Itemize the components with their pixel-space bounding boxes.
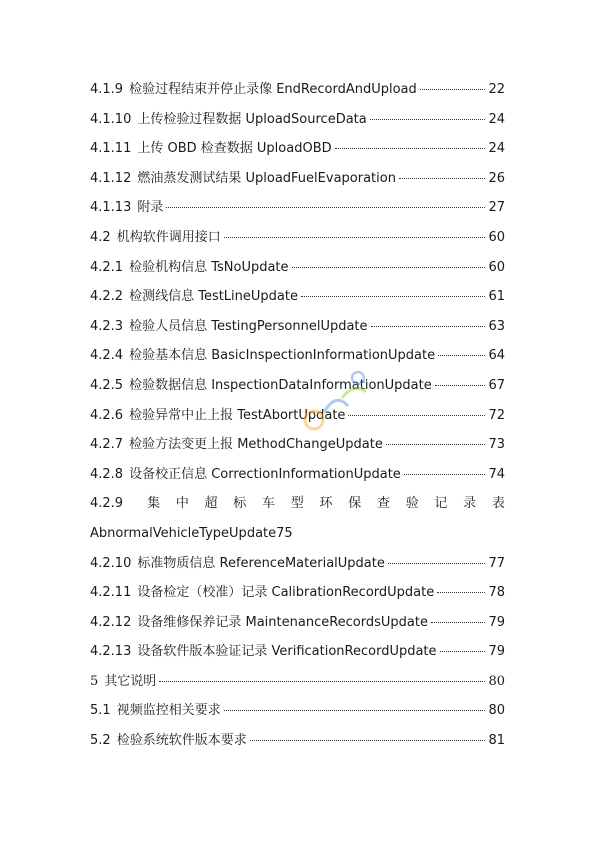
- toc-title: 设备校正信息 CorrectionInformationUpdate: [129, 466, 401, 482]
- toc-title: 标准物质信息 ReferenceMaterialUpdate: [137, 555, 385, 571]
- toc-title-char: 标: [233, 496, 247, 512]
- toc-number: 4.2.1: [90, 259, 124, 275]
- toc-page-number: 81: [488, 733, 505, 749]
- toc-title-char: 保: [348, 496, 362, 512]
- toc-title-char: 查: [376, 496, 390, 512]
- toc-entry-4-2-2[interactable]: [90, 287, 505, 317]
- toc-number: 4.2.10: [90, 555, 132, 571]
- toc-title-char: 超: [204, 496, 218, 512]
- toc-entry-5-2[interactable]: [90, 731, 505, 761]
- toc-page-number: 22: [488, 82, 505, 97]
- toc-title-char: 记: [434, 496, 448, 512]
- toc-title-char: 验: [405, 496, 419, 512]
- toc-entry-4-2-10[interactable]: [90, 554, 505, 584]
- toc-entry-4-1-11[interactable]: [90, 139, 505, 169]
- toc-title-continued: AbnormalVehicleTypeUpdate75: [90, 525, 293, 541]
- toc-title: 检验人员信息 TestingPersonnelUpdate: [129, 318, 368, 334]
- watermark-logo-icon: [296, 362, 376, 442]
- toc-page-number: 74: [488, 466, 505, 482]
- toc-entry-4-2-8[interactable]: [90, 465, 505, 495]
- toc-page-number: 77: [488, 555, 505, 571]
- toc-entry-4-2-9-continued[interactable]: [90, 524, 505, 554]
- toc-title-char: 表: [491, 496, 505, 512]
- toc-page-number: 79: [488, 614, 505, 630]
- toc-page-number: 60: [488, 229, 505, 245]
- toc-title: 检验基本信息 BasicInspectionInformationUpdate: [129, 348, 436, 364]
- toc-entry-4-2-1[interactable]: [90, 258, 505, 288]
- toc-number: 4.2.8: [90, 466, 124, 482]
- toc-entry-4-1-13[interactable]: [90, 198, 505, 228]
- toc-number: 4.2.12: [90, 614, 132, 630]
- toc-leader-dots: [292, 267, 486, 268]
- toc-entry-4-2-13[interactable]: [90, 642, 505, 672]
- toc-title: 设备检定（校准）记录 CalibrationRecordUpdate: [137, 585, 435, 601]
- toc-number: 4.1.13: [90, 200, 132, 216]
- toc-page-number: 61: [488, 289, 505, 305]
- toc-title: 其它说明: [104, 673, 157, 689]
- toc-leader-dots: [166, 207, 485, 208]
- toc-number: 5.2: [90, 733, 111, 749]
- toc-leader-dots: [438, 355, 485, 356]
- toc-leader-dots: [250, 740, 486, 741]
- toc-entry-4-1-10[interactable]: [90, 110, 505, 140]
- toc-leader-dots: [440, 651, 486, 652]
- toc-title-char: 环: [319, 496, 333, 512]
- toc-entry-4-2-3[interactable]: [90, 317, 505, 347]
- toc-leader-dots: [399, 178, 486, 179]
- toc-page-number: 60: [488, 259, 505, 275]
- toc-number: 4.2.13: [90, 644, 132, 660]
- toc-number: 4.2: [90, 229, 111, 245]
- toc-number: 4.2.7: [90, 437, 124, 453]
- toc-title-char: 型: [290, 496, 304, 512]
- toc-entry-4-1-12[interactable]: [90, 169, 505, 199]
- toc-leader-dots: [431, 622, 485, 623]
- toc-title-justified: [147, 494, 505, 514]
- toc-page-number: 80: [488, 703, 505, 719]
- toc-leader-dots: [404, 474, 486, 475]
- toc-entry-5-1[interactable]: [90, 701, 505, 731]
- toc-leader-dots: [370, 119, 486, 120]
- toc-leader-dots: [388, 563, 486, 564]
- toc-page-number: 64: [488, 348, 505, 364]
- toc-number: 4.2.3: [90, 318, 124, 334]
- toc-entry-4-2-9[interactable]: [90, 494, 505, 524]
- toc-number: 4.2.2: [90, 289, 124, 305]
- toc-title: 附录: [137, 200, 164, 216]
- toc-title: 检验机构信息 TsNoUpdate: [129, 259, 289, 275]
- toc-title: 机构软件调用接口: [116, 229, 221, 245]
- toc-page-number: 26: [488, 170, 505, 186]
- toc-number: 5: [90, 673, 99, 689]
- toc-number: 4.2.9: [90, 496, 124, 512]
- toc-number: 4.1.11: [90, 141, 132, 157]
- toc-page-number: 73: [488, 437, 505, 453]
- toc-title: 上传检验过程数据 UploadSourceData: [137, 111, 367, 127]
- toc-page-number: 24: [488, 141, 505, 157]
- toc-entry-5[interactable]: [90, 672, 505, 702]
- toc-leader-dots: [386, 444, 486, 445]
- toc-number: 4.1.10: [90, 111, 132, 127]
- toc-title: 检验系统软件版本要求: [116, 733, 247, 749]
- toc-leader-dots: [159, 681, 485, 682]
- toc-page-number: 80: [488, 673, 505, 689]
- toc-number: 4.2.11: [90, 585, 132, 601]
- toc-title: 视频监控相关要求: [116, 703, 221, 719]
- toc-page-number: 78: [488, 585, 505, 601]
- toc-title: 设备维修保养记录 MaintenanceRecordsUpdate: [137, 614, 428, 630]
- toc-title: 检验异常中止上报 TestAbortUpdate: [129, 407, 346, 423]
- toc-page-number: 24: [488, 111, 505, 127]
- toc-entry-4-2-12[interactable]: [90, 613, 505, 643]
- toc-leader-dots: [301, 296, 485, 297]
- toc-title: 检验过程结束并停止录像 EndRecordAndUpload: [129, 82, 417, 97]
- toc-leader-dots: [420, 89, 486, 90]
- toc-number: 4.1.12: [90, 170, 132, 186]
- toc-leader-dots: [224, 710, 486, 711]
- toc-leader-dots: [435, 385, 486, 386]
- toc-title: 燃油蒸发测试结果 UploadFuelEvaporation: [137, 170, 396, 186]
- toc-number: 5.1: [90, 703, 111, 719]
- toc-leader-dots: [335, 148, 486, 149]
- toc-number: 4.2.4: [90, 348, 124, 364]
- toc-page-number: 27: [488, 200, 505, 216]
- toc-page-number: 67: [488, 377, 505, 393]
- toc-leader-dots: [437, 592, 485, 593]
- toc-title: 设备软件版本验证记录 VerificationRecordUpdate: [137, 644, 437, 660]
- toc-leader-dots: [371, 326, 486, 327]
- toc-entry-4-2[interactable]: [90, 228, 505, 258]
- toc-title-char: 集: [147, 496, 161, 512]
- toc-page-number: 63: [488, 318, 505, 334]
- toc-leader-dots: [224, 237, 486, 238]
- toc-page-number: 79: [488, 644, 505, 660]
- toc-number: 4.2.6: [90, 407, 124, 423]
- toc-title: 检测线信息 TestLineUpdate: [129, 289, 298, 305]
- toc-title-char: 车: [262, 496, 276, 512]
- toc-title: 检验数据信息 InspectionDataInformationUpdate: [129, 377, 432, 393]
- toc-entry-4-2-11[interactable]: [90, 583, 505, 613]
- toc-page-number: 72: [488, 407, 505, 423]
- toc-number: 4.1.9: [90, 82, 124, 97]
- toc-title: 检验方法变更上报 MethodChangeUpdate: [129, 437, 383, 453]
- toc-title-char: 录: [463, 496, 477, 512]
- toc-number: 4.2.5: [90, 377, 124, 393]
- toc-title-char: 中: [175, 496, 189, 512]
- toc-title: 上传 OBD 检查数据 UploadOBD: [137, 141, 332, 157]
- toc-entry-4-1-9[interactable]: [90, 80, 505, 110]
